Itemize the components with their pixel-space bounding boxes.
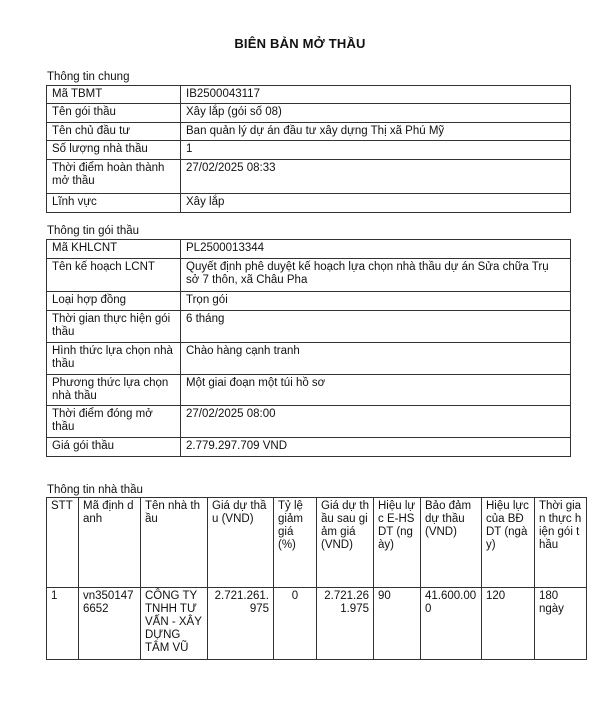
- row-value: Chào hàng cạnh tranh: [181, 343, 571, 375]
- row-value: Xây lắp: [181, 194, 571, 213]
- header-price-after-discount: Giá dự thầu sau giảm giá (VND): [317, 498, 374, 588]
- cell-security: 41.600.000: [421, 588, 482, 660]
- row-key: Số lượng nhà thầu: [47, 141, 181, 160]
- header-security: Bảo đảm dự thầu (VND): [421, 498, 482, 588]
- row-key: Hình thức lựa chọn nhà thầu: [47, 343, 181, 375]
- header-bid-price: Giá dự thầu (VND): [208, 498, 274, 588]
- cell-duration: 180 ngày: [535, 588, 587, 660]
- row-value: 2.779.297.709 VND: [181, 438, 571, 457]
- cell-validity: 90: [374, 588, 421, 660]
- table-row: [47, 259, 571, 292]
- cell-name: CÔNG TY TNHH TƯ VẤN - XÂY DỰNG TÂM VŨ: [141, 588, 208, 660]
- row-value: Quyết định phê duyệt kế hoạch lựa chọn nhà thầu dự án Sửa chữa Trụ sở 7 thôn, xã Châu Pha: [181, 259, 571, 292]
- row-value: Ban quản lý dự án đầu tư xây dựng Thị xã Phú Mỹ: [181, 123, 571, 141]
- row-value: IB2500043117: [181, 86, 571, 104]
- row-key: Tên kế hoạch LCNT: [47, 259, 181, 292]
- table-row: [47, 160, 571, 194]
- row-key: Tên chủ đầu tư: [47, 123, 181, 141]
- table-row: [47, 104, 571, 123]
- cell-price-after-discount: 2.721.261.975: [317, 588, 374, 660]
- table-row: [47, 292, 571, 311]
- table-row: [47, 406, 571, 438]
- package-info-table: [46, 239, 571, 457]
- header-id: Mã định danh: [79, 498, 141, 588]
- header-validity: Hiệu lực E-HSDT (ngày): [374, 498, 421, 588]
- row-key: Thời điểm đóng mở thầu: [47, 406, 181, 438]
- bidder-info-label: Thông tin nhà thầu: [47, 484, 143, 496]
- header-name: Tên nhà thầu: [141, 498, 208, 588]
- document-title: BIÊN BẢN MỞ THẦU: [234, 36, 366, 51]
- cell-security-validity: 120: [482, 588, 535, 660]
- cell-bid-price: 2.721.261.975: [208, 588, 274, 660]
- row-key: Lĩnh vực: [47, 194, 181, 213]
- row-value: 6 tháng: [181, 311, 571, 343]
- header-discount-rate: Tỷ lệ giảm giá (%): [274, 498, 317, 588]
- table-row: [47, 343, 571, 375]
- row-value: Xây lắp (gói số 08): [181, 104, 571, 123]
- table-row: [47, 240, 571, 259]
- row-key: Phương thức lựa chọn nhà thầu: [47, 375, 181, 406]
- row-value: 27/02/2025 08:00: [181, 406, 571, 438]
- general-info-label: Thông tin chung: [47, 71, 130, 83]
- row-key: Thời điểm hoàn thành mở thầu: [47, 160, 181, 194]
- row-value: Trọn gói: [181, 292, 571, 311]
- header-duration: Thời gian thực hiện gói thầu: [535, 498, 587, 588]
- header-security-validity: Hiệu lực của BĐ DT (ngày): [482, 498, 535, 588]
- row-key: Loại hợp đồng: [47, 292, 181, 311]
- table-row: [47, 588, 587, 660]
- row-key: Giá gói thầu: [47, 438, 181, 457]
- table-header-row: [47, 498, 587, 588]
- row-key: Tên gói thầu: [47, 104, 181, 123]
- table-row: [47, 194, 571, 213]
- row-value: PL2500013344: [181, 240, 571, 259]
- general-info-table: [46, 85, 571, 213]
- bidder-table: [46, 497, 587, 660]
- row-value: 1: [181, 141, 571, 160]
- header-stt: STT: [47, 498, 79, 588]
- row-key: Mã TBMT: [47, 86, 181, 104]
- row-value: Một giai đoạn một túi hồ sơ: [181, 375, 571, 406]
- cell-stt: 1: [47, 588, 79, 660]
- table-row: [47, 141, 571, 160]
- table-row: [47, 123, 571, 141]
- row-value: 27/02/2025 08:33: [181, 160, 571, 194]
- table-row: [47, 375, 571, 406]
- table-row: [47, 86, 571, 104]
- row-key: Mã KHLCNT: [47, 240, 181, 259]
- table-row: [47, 311, 571, 343]
- cell-id: vn3501476652: [79, 588, 141, 660]
- row-key: Thời gian thực hiện gói thầu: [47, 311, 181, 343]
- package-info-label: Thông tin gói thầu: [47, 225, 140, 237]
- table-row: [47, 438, 571, 457]
- cell-discount-rate: 0: [274, 588, 317, 660]
